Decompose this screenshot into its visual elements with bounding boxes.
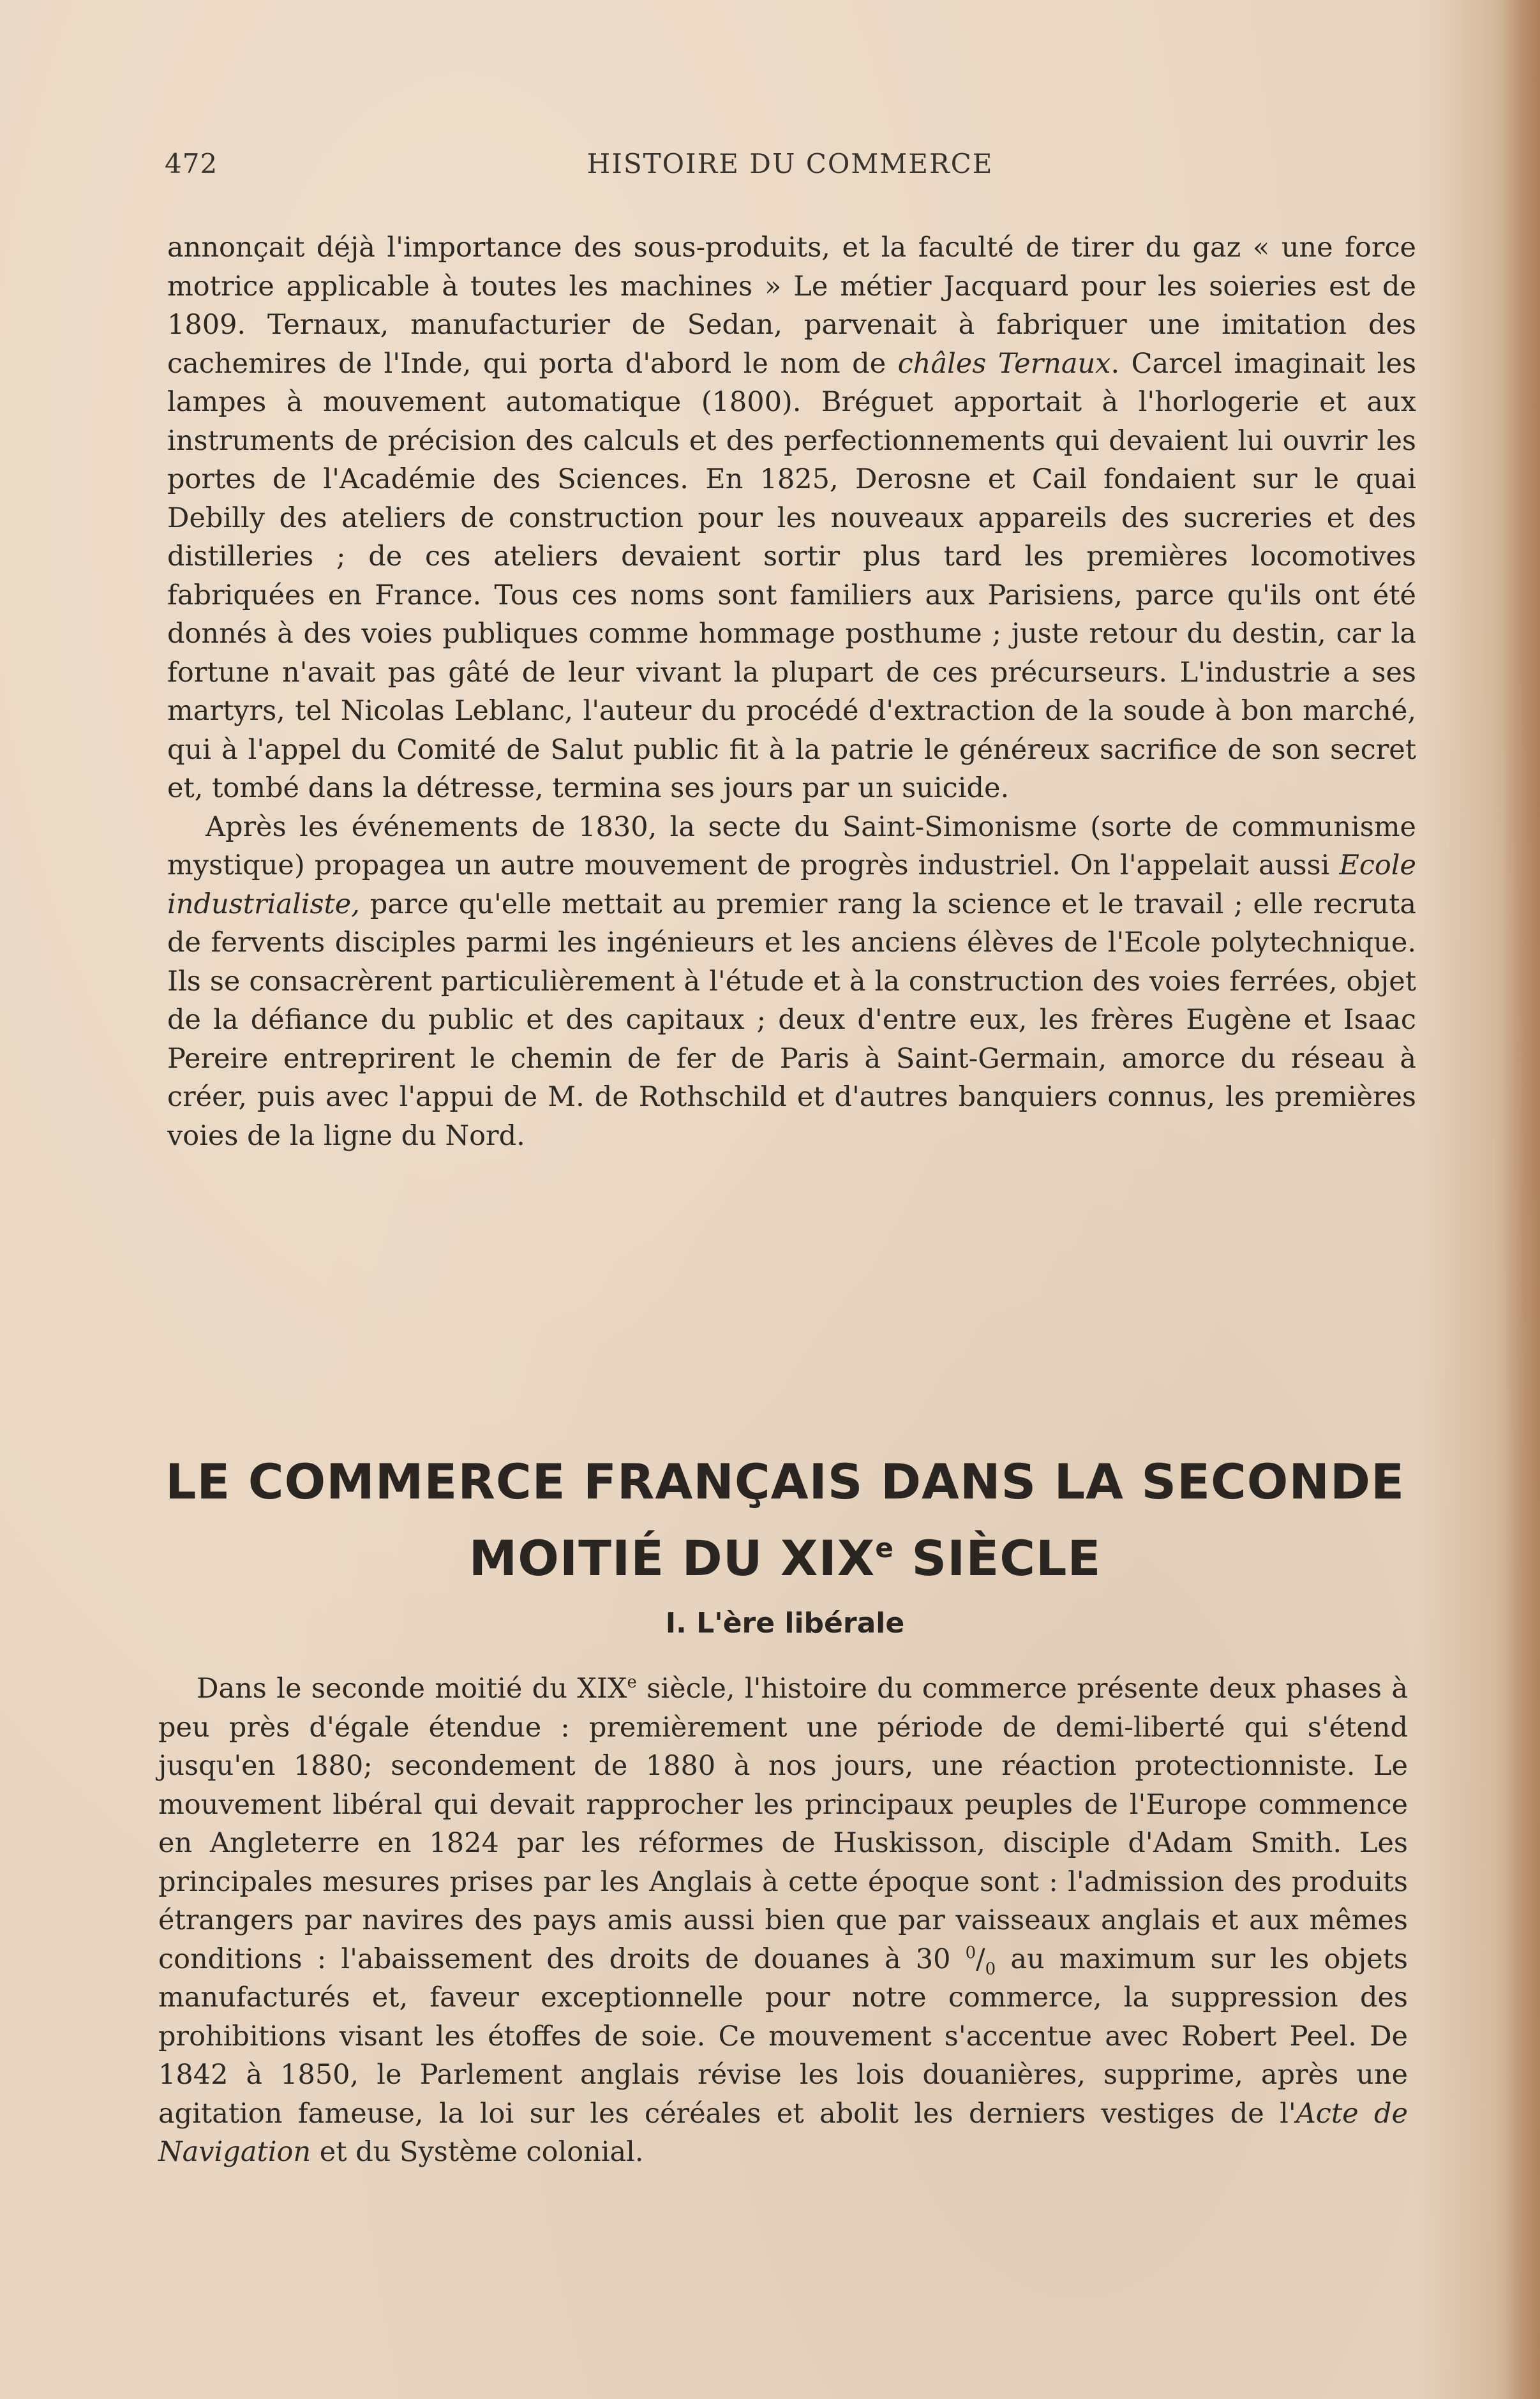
paragraph-text: Dans le seconde moitié du XIX — [197, 1673, 627, 1705]
paragraph-text: annonçait déjà l'importance des sous-produits, et la faculté de tirer du gaz « une force motrice applicable à toutes les machines » Le métier Jacquard pour les soieries est de 1809. Ternaux, manufacturier de Sedan, parvenait à fabriquer une imitation des cachemires de l'Inde, qui porta d'abord le nom de — [167, 232, 1416, 380]
section-title: I. L'ère libérale — [665, 1607, 905, 1640]
paragraph — [167, 228, 1416, 808]
italic-term: Acte de Navigation — [158, 2097, 1408, 2168]
paragraph-text: au maximum sur les objets manufacturés et, faveur exceptionnelle pour notre commerce, la suppression des prohibitions visant les étoffes de soie. Ce mouvement s'accentue avec Robert Peel. De 1842 à 1850, le Parlement anglais révise les lois douanières, supprime, après une agitation fameuse, la loi sur les céréales et abolit les derniers vestiges de l' — [158, 1943, 1409, 2130]
superscript: e — [627, 1673, 637, 1692]
page-edge-shading — [1502, 0, 1540, 2399]
running-head — [165, 148, 1416, 186]
paragraph-text: parce qu'elle mettait au premier rang la science et le travail ; elle recruta de fervents disciples parmi les ingénieurs et les anciens élèves de l'Ecole polytechnique. Ils se consacrèrent particulièrement à l'étude et à la construction des voies ferrées, objet de la défiance du public et des capitaux ; deux d'entre eux, les frères Eugène et Isaac Pereire entreprirent le chemin de fer de Paris à Saint-Germain, amorce du réseau à créer, puis avec l'appui de M. de Rothschild et d'autres banquiers connus, les premières voies de la ligne du Nord. — [167, 888, 1416, 1152]
chapter-title-line-1: LE COMMERCE FRANÇAIS DANS LA SECONDE — [165, 1453, 1405, 1510]
chapter-title — [153, 1449, 1417, 1592]
page-number: 472 — [165, 148, 218, 179]
paragraph-text: Après les événements de 1830, la secte du Saint-Simonisme (sorte de communisme mystique) propagea un autre mouvement de progrès industriel. On l'appelait aussi — [167, 811, 1416, 881]
percent-sign-slash: / — [976, 1943, 985, 1975]
chapter-title-line-2 — [153, 1515, 1417, 1592]
italic-term: Ecole industrialiste, — [167, 849, 1416, 920]
percent-sign-bottom: 0 — [985, 1959, 996, 1979]
chapter-title-text: SIÈCLE — [893, 1530, 1102, 1587]
superscript: e — [875, 1532, 894, 1564]
paragraph-text: . Carcel imaginait les lampes à mouvement automatique (1800). Bréguet apportait à l'horlogerie et aux instruments de précision des calculs et des perfectionnements qui devaient lui ouvrir les portes de l'Académie des Sciences. En 1825, Derosne et Cail fondaient sur le quai Debilly des ateliers de construction pour les nouveaux appareils des sucreries et des distilleries ; de ces ateliers devaient sortir plus tard les premières locomotives fabriquées en France. Tous ces noms sont familiers aux Parisiens, parce qu'ils ont été donnés à des voies publiques comme hommage posthume ; juste retour du destin, car la fortune n'avait pas gâté de leur vivant la plupart de ces précurseurs. L'industrie a ses martyrs, tel Nicolas Leblanc, l'auteur du procédé d'extraction de la soude à bon marché, qui à l'appel du Comité de Salut public fit à la patrie le généreux sacrifice de son secret et, tombé dans la détresse, termina ses jours par un suicide. — [167, 347, 1417, 804]
paragraph — [158, 1670, 1408, 2172]
paragraph-text: et du Système colonial. — [311, 2136, 644, 2168]
italic-term: châles Ternaux — [897, 347, 1111, 380]
paragraph — [167, 808, 1416, 1156]
text-block-upper — [167, 228, 1416, 1155]
running-title: HISTOIRE DU COMMERCE — [587, 148, 994, 179]
paragraph-text: siècle, l'histoire du commerce présente deux phases à peu près d'égale étendue : premièrement une période de demi-liberté qui s'étend jusqu'en 1880; secondement de 1880 à nos jours, une réaction protectionniste. Le mouvement libéral qui devait rapprocher les principaux peuples de l'Europe commence en Angleterre en 1824 par les réformes de Huskisson, disciple d'Adam Smith. Les principales mesures prises par les Anglais à cette époque sont : l'admission des produits étrangers par navires des pays amis aussi bien que par vaisseaux anglais et aux mêmes conditions : l'abaissement des droits de douanes à 30 — [158, 1673, 1408, 1975]
chapter-title-text: MOITIÉ DU XIX — [468, 1530, 876, 1587]
percent-sign-top: 0 — [965, 1943, 976, 1962]
text-block-lower — [158, 1670, 1408, 2172]
